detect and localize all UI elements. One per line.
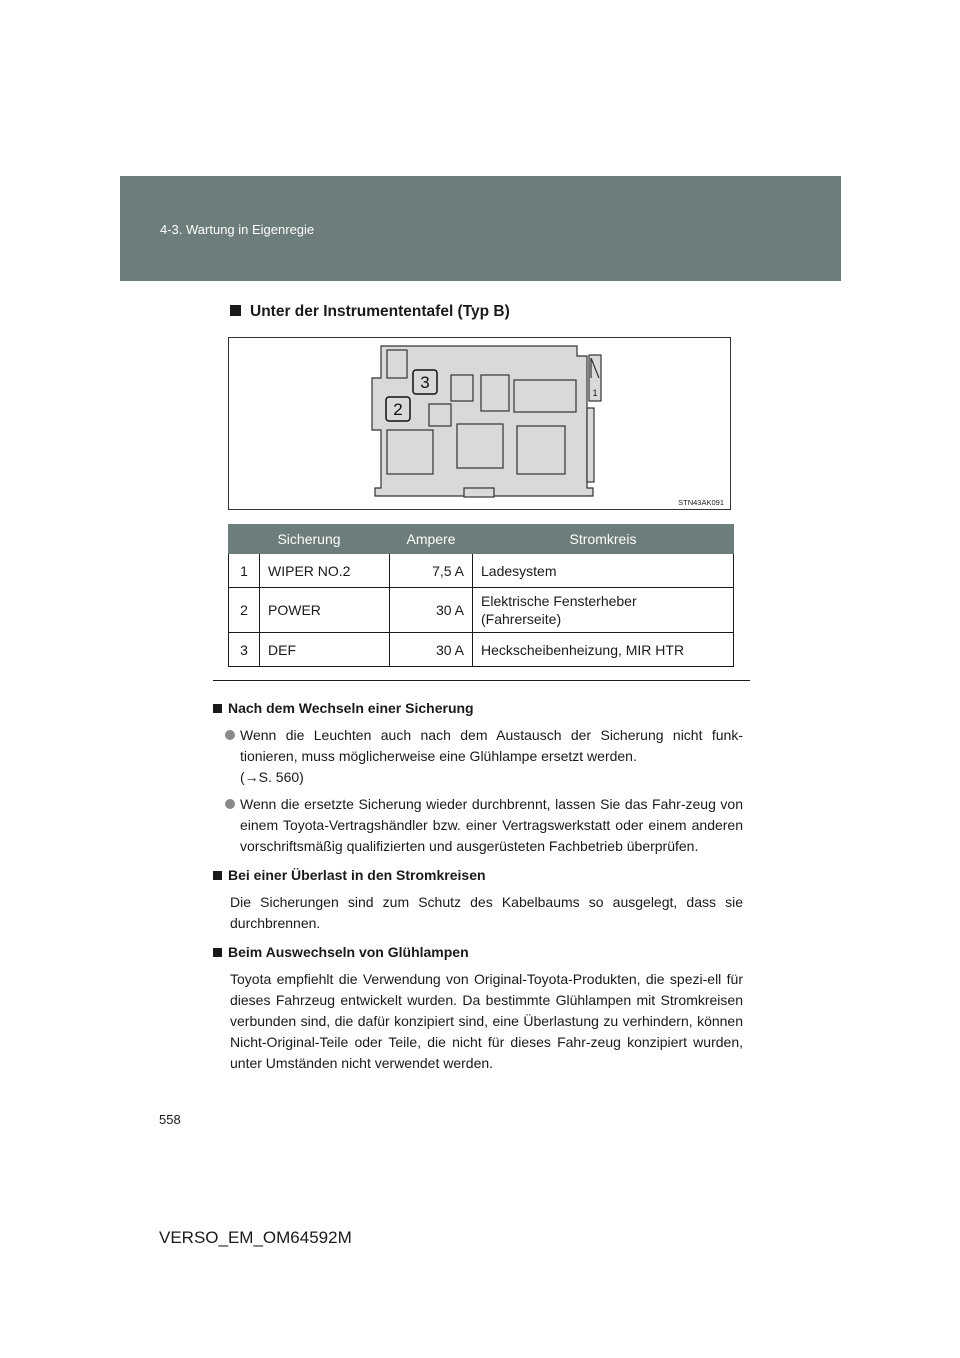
table-header-row bbox=[229, 525, 734, 554]
circle-bullet-icon bbox=[225, 799, 235, 809]
note-heading bbox=[213, 865, 743, 886]
fuse-number: 2 bbox=[229, 588, 260, 633]
callout-3 bbox=[413, 370, 437, 394]
section-title-text: Unter der Instrumententafel (Typ B) bbox=[250, 303, 510, 320]
header-circuit: Stromkreis bbox=[473, 525, 734, 554]
bullet-item bbox=[213, 794, 743, 857]
header-ampere: Ampere bbox=[390, 525, 473, 554]
note-text: Toyota empfiehlt die Verwendung von Original-Toyota-Produkten, die spezi-ell für dieses Fahrzeug entwickelt wurden. Da bestimmte Glühlampen mit Stromkreisen verbunden sind, die dafür konzipiert sind, eine Überlastung zu verhindern, können Nicht-Original-Teile oder Teile, die nicht für dieses Fahr-zeug konzipiert wurden, unter Umständen nicht verwendet werden. bbox=[230, 971, 743, 1071]
table-row bbox=[229, 588, 734, 633]
section-title bbox=[230, 303, 510, 321]
callout-3-label: 3 bbox=[420, 373, 430, 392]
note-heading-text: Nach dem Wechseln einer Sicherung bbox=[228, 700, 474, 716]
document-code: VERSO_EM_OM64592M bbox=[159, 1228, 352, 1247]
divider bbox=[213, 680, 750, 681]
fuse-name: WIPER NO.2 bbox=[260, 554, 390, 588]
table-row bbox=[229, 633, 734, 667]
square-bullet-icon bbox=[213, 948, 222, 957]
fuse-circuit bbox=[473, 588, 734, 633]
fuse-circuit: Ladesystem bbox=[473, 554, 734, 588]
fuse-ampere: 30 A bbox=[390, 633, 473, 667]
fuse-ampere: 7,5 A bbox=[390, 554, 473, 588]
table-row bbox=[229, 554, 734, 588]
page-reference: (→S. 560) bbox=[240, 769, 304, 785]
note-heading bbox=[213, 942, 743, 963]
chapter-header-bar bbox=[120, 176, 841, 281]
fuse-number: 1 bbox=[229, 554, 260, 588]
callout-2 bbox=[386, 397, 410, 421]
bullet-text: Wenn die Leuchten auch nach dem Austausch der Sicherung nicht funk-tionieren, muss möglicherweise eine Glühlampe ersetzt werden. bbox=[240, 727, 743, 764]
header-fuse: Sicherung bbox=[229, 525, 390, 554]
note-heading-text: Bei einer Überlast in den Stromkreisen bbox=[228, 867, 486, 883]
note-heading-text: Beim Auswechseln von Glühlampen bbox=[228, 944, 469, 960]
fuse-box-diagram bbox=[228, 337, 731, 510]
square-bullet-icon bbox=[213, 871, 222, 880]
circle-bullet-icon bbox=[225, 730, 235, 740]
square-bullet-icon bbox=[213, 704, 222, 713]
note-after-replacing bbox=[213, 698, 743, 1074]
note-heading bbox=[213, 698, 743, 719]
square-bullet-icon bbox=[230, 305, 241, 316]
fuse-name: DEF bbox=[260, 633, 390, 667]
bullet-text: Wenn die ersetzte Sicherung wieder durchbrennt, lassen Sie das Fahr-zeug von einem Toyota-Vertragshändler bzw. einer Vertragswerkstatt oder einem anderen vorschriftsmäßig qualifizierten und ausgerüsteten Fachbetrieb überprüfen. bbox=[240, 796, 743, 854]
fuse-circuit-line: Elektrische Fensterheber bbox=[481, 593, 637, 609]
fuse-box-illustration bbox=[229, 338, 732, 511]
fuse-circuit: Heckscheibenheizung, MIR HTR bbox=[473, 633, 734, 667]
fuse-ampere: 30 A bbox=[390, 588, 473, 633]
fuse-number: 3 bbox=[229, 633, 260, 667]
callout-2-label: 2 bbox=[393, 400, 403, 419]
fuse-table bbox=[228, 524, 734, 667]
chapter-title: 4-3. Wartung in Eigenregie bbox=[160, 222, 315, 237]
fuse-circuit-line: (Fahrerseite) bbox=[481, 611, 562, 627]
note-text: Die Sicherungen sind zum Schutz des Kabelbaums so ausgelegt, dass sie durchbrennen. bbox=[230, 894, 743, 931]
fuse-name: POWER bbox=[260, 588, 390, 633]
diagram-code: STN43AK091 bbox=[678, 498, 724, 507]
callout-1-label: 1 bbox=[592, 388, 598, 398]
bullet-item bbox=[213, 725, 743, 788]
page-number: 558 bbox=[159, 1112, 181, 1127]
